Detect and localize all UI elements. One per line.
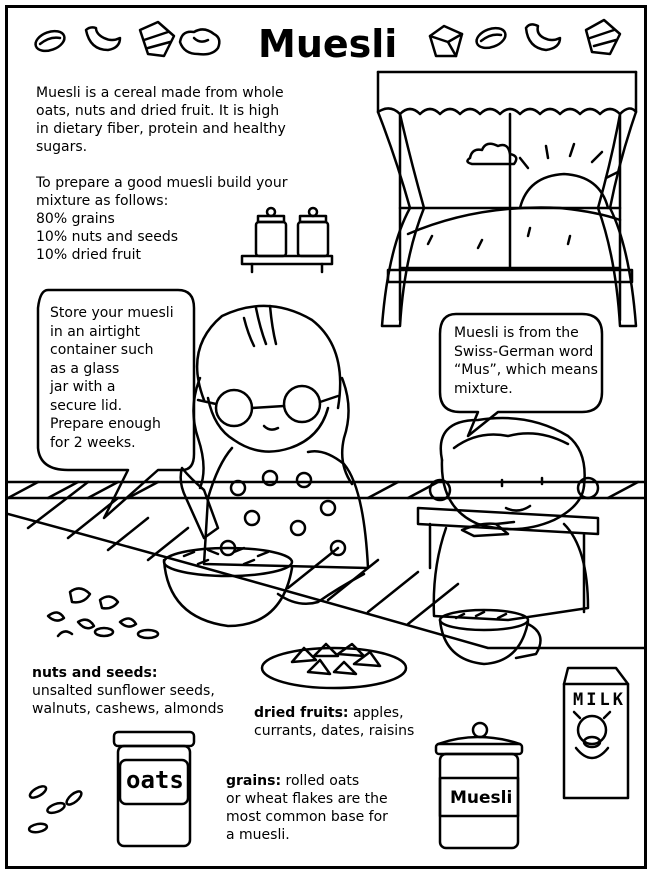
oats-jar-label: oats bbox=[126, 766, 184, 794]
page-title: Muesli bbox=[258, 22, 398, 66]
nuts-and-seeds-caption bbox=[32, 646, 272, 718]
coloring-page bbox=[5, 5, 647, 869]
nuts-text: unsalted sunflower seeds, walnuts, cashews, almonds bbox=[32, 683, 224, 717]
dried-fruits-caption bbox=[254, 704, 454, 740]
speech-bubble-left-text: Store your muesli in an airtight container such as a glass jar with a secure lid. Prepare enough for 2 weeks. bbox=[50, 305, 174, 451]
grains-caption bbox=[226, 772, 426, 844]
muesli-jar-label: Muesli bbox=[450, 788, 513, 808]
grains-text: rolled oats or wheat flakes are the most common base for a muesli. bbox=[226, 773, 388, 843]
date-cube-icon-right bbox=[430, 26, 462, 56]
oat-icon-right bbox=[474, 24, 508, 51]
kitchen-window bbox=[378, 72, 636, 326]
fruits-text: apples, currants, dates, raisins bbox=[254, 705, 415, 739]
almond-piece-icon-right bbox=[586, 20, 620, 54]
loose-nuts bbox=[48, 588, 158, 638]
loose-oats bbox=[28, 784, 83, 833]
walnut-icon-left bbox=[180, 29, 219, 54]
speech-bubble-right-text: Muesli is from the Swiss-German word “Mus”, which means mixture. bbox=[454, 325, 598, 397]
table-edge bbox=[8, 482, 644, 648]
nuts-heading: nuts and seeds: bbox=[32, 665, 158, 681]
oat-icon-left bbox=[33, 27, 67, 54]
boy-character bbox=[430, 418, 598, 620]
plate-dried-fruit bbox=[262, 644, 406, 688]
cashew-icon-left bbox=[86, 27, 120, 50]
almond-piece-icon-left bbox=[140, 22, 174, 56]
intro-paragraph: Muesli is a cereal made from whole oats, nuts and dried fruit. It is high in dietary fiber, protein and healthy sugars. bbox=[36, 85, 286, 155]
muesli-jar bbox=[436, 723, 522, 848]
mixture-instructions: To prepare a good muesli build your mixture as follows: 80% grains 10% nuts and seeds 10% dried fruit bbox=[36, 175, 288, 263]
milk-carton-label: MILK bbox=[573, 690, 626, 710]
cashew-icon-right bbox=[526, 24, 560, 50]
fruits-heading: dried fruits: bbox=[254, 705, 349, 721]
milk-carton bbox=[564, 668, 628, 798]
grains-heading: grains: bbox=[226, 773, 282, 789]
